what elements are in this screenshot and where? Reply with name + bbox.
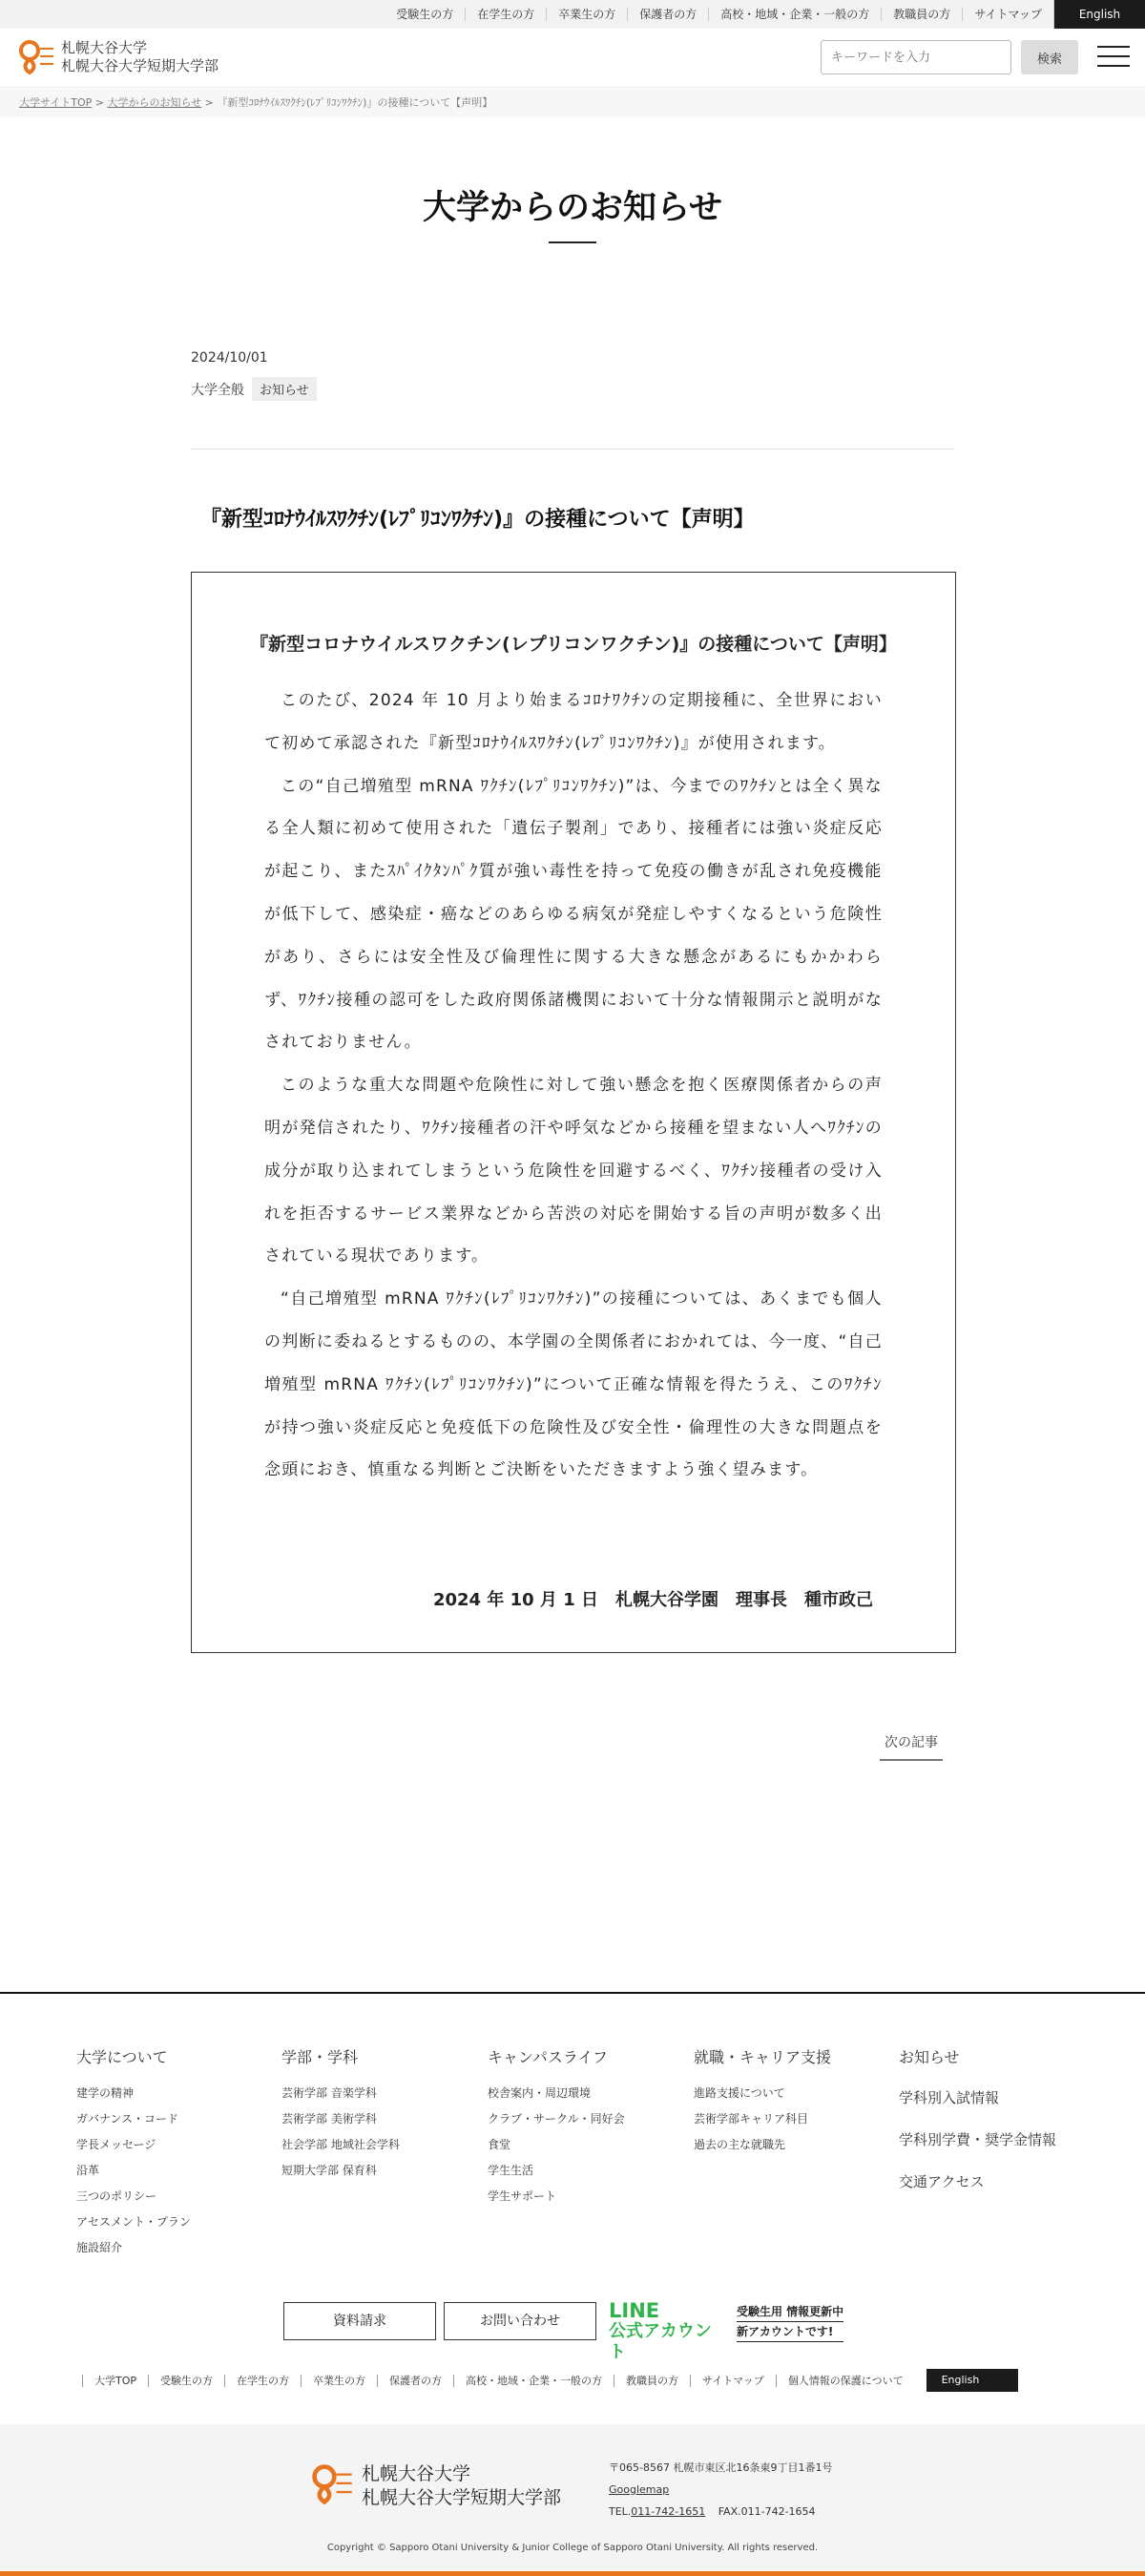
utility-nav-item[interactable]: 高校・地域・企業・一般の方 xyxy=(708,8,881,21)
request-materials-button[interactable]: 資料請求 xyxy=(283,2302,436,2340)
contact-button[interactable]: お問い合わせ xyxy=(444,2302,596,2340)
statement-paragraph: この“自己増殖型 mRNA ﾜｸﾁﾝ(ﾚﾌﾟﾘｺﾝﾜｸﾁﾝ)”は、今までのﾜｸﾁﾝとは全く異なる全人類に初めて使用された「遺伝子製剤」であり、接種者には強い炎症反応が起こり、またｽﾊﾟｲｸﾀﾝﾊﾟｸ質が強い毒性を持って免疫の働きが乱され免疫機能が低下して、感染症・癌などのあらゆる病気が発症しやすくなるという危険性があり、さらには安全性及び倫理性に関する大きな懸念があるにもかかわらず、ﾜｸﾁﾝ接種の認可をした政府関係諸機関において十分な情報開示と説明がなされておりません。 xyxy=(264,776,883,1053)
footer-link[interactable]: 過去の主な就職先 xyxy=(694,2138,786,2151)
breadcrumb-separator: > xyxy=(94,96,104,109)
statement-paragraph: “自己増殖型 mRNA ﾜｸﾁﾝ(ﾚﾌﾟﾘｺﾝﾜｸﾁﾝ)”の接種については、あくまでも個人の判断に委ねるとするものの、本学園の全関係者におかれては、今一度、“自己増殖型 mRNA ﾜｸﾁﾝ(ﾚﾌﾟﾘｺﾝﾜｸﾁﾝ)”について正確な情報を得たうえ、このﾜｸﾁﾝが持つ強い炎症反応と免疫低下の危険性及び安全性・倫理性の大きな問題点を念頭におき、慎重なる判断とご決断をいただきますよう強く望みます。 xyxy=(264,1289,883,1480)
footer-logo-line-2: 札幌大谷大学短期大学部 xyxy=(362,2487,562,2508)
next-article-link[interactable]: 次の記事 xyxy=(880,1732,943,1761)
statement-paragraph: このたび、2024 年 10 月より始まるｺﾛﾅﾜｸﾁﾝの定期接種に、全世界において初めて承認された『新型ｺﾛﾅｳｲﾙｽﾜｸﾁﾝ(ﾚﾌﾟﾘｺﾝﾜｸﾁﾝ)』が使用されます。 xyxy=(264,691,883,753)
footer-nav-item[interactable]: 個人情報の保護について xyxy=(776,2375,915,2387)
statement-box xyxy=(191,572,956,1653)
footer-column-title[interactable]: 学部・学科 xyxy=(281,2048,359,2066)
menu-icon[interactable] xyxy=(1097,44,1130,69)
breadcrumb-separator: > xyxy=(204,96,214,109)
footer-nav-item[interactable]: 在学生の方 xyxy=(224,2375,301,2387)
footer-nav-item[interactable]: 教職員の方 xyxy=(614,2375,690,2387)
footer-column-title[interactable]: 就職・キャリア支援 xyxy=(694,2048,832,2066)
statement-body xyxy=(264,680,883,1492)
site-header xyxy=(0,29,1145,88)
search-input[interactable] xyxy=(821,40,1011,74)
breadcrumb-news[interactable]: 大学からのお知らせ xyxy=(107,96,202,109)
breadcrumb-top[interactable]: 大学サイトTOP xyxy=(19,96,93,109)
footer-link[interactable]: 沿革 xyxy=(76,2164,100,2177)
line-logo-subtext: 公式アカウント xyxy=(609,2321,712,2362)
utility-nav-item[interactable]: 在学生の方 xyxy=(465,8,546,21)
footer-nav-item[interactable]: 大学TOP xyxy=(82,2375,148,2387)
footer-link[interactable]: クラブ・サークル・同好会 xyxy=(488,2112,625,2126)
post-tag[interactable]: お知らせ xyxy=(252,377,317,401)
footer-link[interactable]: 学生サポート xyxy=(488,2189,557,2203)
footer-nav-item[interactable]: サイトマップ xyxy=(690,2375,776,2387)
statement-heading: 『新型コロナウイルスワクチン(レプリコンワクチン)』の接種について【声明】 xyxy=(250,634,897,655)
footer-divider xyxy=(0,1992,1145,1994)
footer-link[interactable]: 芸術学部キャリア科目 xyxy=(694,2112,809,2126)
footer-link[interactable]: ガバナンス・コード xyxy=(76,2112,179,2126)
footer-column-campus xyxy=(488,2045,625,2209)
footer-nav xyxy=(0,2369,1145,2392)
english-link[interactable]: English xyxy=(1053,0,1145,29)
post-date: 2024/10/01 xyxy=(191,350,268,366)
logo-mark-icon xyxy=(17,38,55,76)
utility-nav-item[interactable]: サイトマップ xyxy=(962,8,1053,21)
footer-link[interactable]: 進路支援について xyxy=(694,2086,785,2100)
breadcrumb-current: 『新型ｺﾛﾅｳｲﾙｽﾜｸﾁﾝ(ﾚﾌﾟﾘｺﾝﾜｸﾁﾝ)』の接種について【声明】 xyxy=(217,96,493,109)
footer-link[interactable]: 施設紹介 xyxy=(76,2241,123,2254)
footer-column-title[interactable]: 大学について xyxy=(76,2048,168,2066)
tel-label: TEL. xyxy=(609,2505,632,2518)
site-logo[interactable] xyxy=(17,38,219,76)
footer-column-career xyxy=(694,2045,831,2158)
footer-column-faculties xyxy=(281,2045,400,2184)
footer-link[interactable]: 建学の精神 xyxy=(76,2086,135,2100)
footer-logo-line-1: 札幌大谷大学 xyxy=(362,2463,471,2484)
footer-big-link[interactable]: 学科別学費・奨学金情報 xyxy=(899,2131,1057,2148)
tel-link[interactable]: 011-742-1651 xyxy=(631,2505,706,2518)
title-underline xyxy=(549,241,596,243)
post-title: 『新型ｺﾛﾅｳｲﾙｽﾜｸﾁﾝ(ﾚﾌﾟﾘｺﾝﾜｸﾁﾝ)』の接種について【声明】 xyxy=(200,508,755,532)
footer-link[interactable]: アセスメント・プラン xyxy=(76,2215,191,2229)
footer-nav-item[interactable]: 受験生の方 xyxy=(148,2375,224,2387)
footer-link[interactable]: 学生生活 xyxy=(488,2164,534,2177)
divider xyxy=(191,449,954,450)
line-logo-text: LINE xyxy=(609,2299,660,2322)
search-button[interactable]: 検索 xyxy=(1021,40,1078,74)
breadcrumb xyxy=(0,89,1145,117)
footer-link[interactable]: 校舎案内・周辺環境 xyxy=(488,2086,592,2100)
footer-nav-item[interactable]: 高校・地域・企業・一般の方 xyxy=(453,2375,614,2387)
line-account-note[interactable] xyxy=(737,2302,843,2342)
footer-column-about xyxy=(76,2045,191,2261)
line-note-line-2: 新アカウントです! xyxy=(737,2322,843,2342)
footer-logo-mark-icon xyxy=(310,2462,354,2510)
footer-nav-item[interactable]: 卒業生の方 xyxy=(301,2375,377,2387)
fax-number: FAX.011-742-1654 xyxy=(718,2505,816,2518)
footer-link[interactable]: 芸術学部 美術学科 xyxy=(281,2112,377,2126)
copyright: Copyright © Sapporo Otani University & Junior College of Sapporo Otani University. All rights reserved. xyxy=(326,2543,819,2553)
post-category: 大学全般 xyxy=(191,382,244,398)
statement-signature: 2024 年 10 月 1 日 札幌大谷学園 理事長 種市政己 xyxy=(432,1590,873,1610)
utility-nav-item[interactable]: 保護者の方 xyxy=(627,8,708,21)
page-title: 大学からのお知らせ xyxy=(423,189,722,227)
footer-link[interactable]: 学長メッセージ xyxy=(76,2138,156,2151)
footer-nav-item[interactable]: 保護者の方 xyxy=(377,2375,453,2387)
logo-line-1: 札幌大谷大学 xyxy=(61,39,148,56)
googlemap-link[interactable]: Googlemap xyxy=(609,2483,670,2496)
footer-column-title[interactable]: キャンパスライフ xyxy=(488,2048,608,2066)
footer-bottom xyxy=(0,2424,1145,2576)
utility-nav-item[interactable]: 受験生の方 xyxy=(396,8,454,21)
footer-logo[interactable] xyxy=(310,2462,561,2510)
accent-bar xyxy=(0,2571,1145,2576)
footer-english-link[interactable]: English xyxy=(926,2369,1018,2392)
footer-link[interactable]: 社会学部 地域社会学科 xyxy=(281,2138,400,2151)
utility-nav xyxy=(0,0,1145,29)
footer-link[interactable]: 短期大学部 保育科 xyxy=(281,2164,377,2177)
utility-nav-item[interactable]: 教職員の方 xyxy=(881,8,962,21)
footer-big-link[interactable]: 交通アクセス xyxy=(899,2173,985,2190)
footer-address-block xyxy=(609,2457,832,2523)
footer-big-link[interactable]: 学科別入試情報 xyxy=(899,2089,1000,2106)
footer-column-title[interactable]: お知らせ xyxy=(899,2048,960,2066)
footer-link[interactable]: 三つのポリシー xyxy=(76,2189,157,2203)
statement-paragraph: このような重大な問題や危険性に対して強い懸念を抱く医療関係者からの声明が発信されたり、ﾜｸﾁﾝ接種者の汗や呼気などから接種を望まない人へﾜｸﾁﾝの成分が取り込まれてしまうという危険性を回避するべく、ﾜｸﾁﾝ接種者の受け入れを拒否するサービス業界などから苦渋の対応を開始する旨の声明が数多く出されている現状であります。 xyxy=(264,1076,883,1267)
footer-column-news xyxy=(899,2045,1056,2203)
line-account-logo[interactable] xyxy=(609,2300,728,2363)
line-note-line-1: 受験生用 情報更新中 xyxy=(737,2302,843,2322)
post-meta xyxy=(191,377,317,401)
logo-line-2: 札幌大谷大学短期大学部 xyxy=(61,57,219,74)
utility-nav-item[interactable]: 卒業生の方 xyxy=(546,8,627,21)
footer-address: 〒065-8567 札幌市東区北16条東9丁目1番1号 xyxy=(609,2461,833,2474)
footer-link[interactable]: 食堂 xyxy=(488,2138,511,2151)
footer-link[interactable]: 芸術学部 音楽学科 xyxy=(281,2086,377,2100)
